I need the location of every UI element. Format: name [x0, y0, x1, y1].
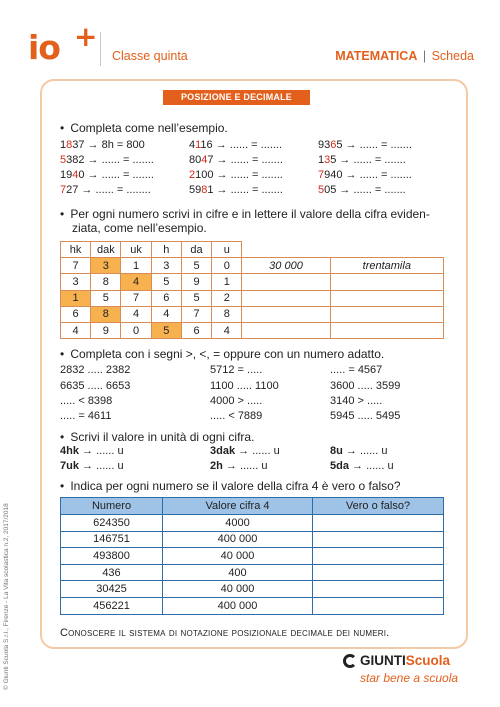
table-row — [61, 564, 444, 581]
item-prefix: 59 — [189, 184, 202, 196]
io-plus-logo — [28, 22, 98, 68]
subject-heading — [335, 49, 474, 63]
exercise-1-instruction — [60, 121, 228, 135]
item-suffix: 1 → ...... = ....... — [207, 184, 283, 196]
number-cell: 30425 — [61, 581, 163, 598]
exercise-3-text: Completa con i segni >, <, = oppure con un numero adatto. — [70, 347, 385, 361]
value-in-words-cell[interactable] — [330, 274, 443, 290]
exercise-1-item — [189, 169, 283, 181]
highlighted-digit: 1 — [195, 139, 201, 151]
exercise-1-item — [189, 139, 282, 151]
comparison-item: 4000 > ..... — [210, 395, 263, 407]
unit-term: 7uk — [60, 460, 79, 472]
place-header: h — [151, 242, 181, 258]
exercise-4-text: Scrivi il valore in unità di ogni cifra. — [70, 430, 255, 444]
column-header-vero-falso: Vero o falso? — [313, 498, 444, 515]
unit-value-item — [330, 445, 387, 457]
digit-value-cell: 4000 — [163, 515, 313, 532]
exercise-1-item — [60, 169, 154, 181]
item-suffix: 0 → ...... = ....... — [78, 169, 154, 181]
table-row — [61, 258, 444, 274]
unit-blank: → ...... u — [78, 460, 124, 472]
table-row — [61, 531, 444, 548]
exercise-2-instruction — [60, 207, 430, 221]
table-row — [61, 322, 444, 338]
digit-cell: 8 — [91, 274, 121, 290]
digit-value-cell: 40 000 — [163, 581, 313, 598]
unit-blank: → ...... u — [78, 445, 124, 457]
item-suffix: 5 → ...... = ....... — [330, 154, 406, 166]
exercise-2-text-line1: Per ogni numero scrivi in cifre e in lettere il valore della cifra eviden- — [70, 207, 430, 221]
highlighted-digit: 7 — [60, 184, 67, 196]
digit-cell: 4 — [212, 322, 242, 338]
unit-term: 8u — [330, 445, 343, 457]
unit-term: 2h — [210, 460, 223, 472]
item-prefix: 4 — [189, 139, 196, 151]
highlighted-digit-cell: 8 — [91, 306, 121, 322]
exercise-1-item — [318, 139, 412, 151]
bullet-icon: • — [60, 347, 65, 361]
exercise-1-item — [60, 154, 154, 166]
unit-value-item — [60, 445, 124, 457]
digit-value-cell: 400 000 — [163, 597, 313, 614]
item-prefix: 1 — [318, 154, 325, 166]
digit-cell: 1 — [212, 274, 242, 290]
exercise-5-instruction — [60, 479, 401, 493]
place-value-table — [60, 241, 444, 339]
place-header: da — [181, 242, 211, 258]
true-false-cell[interactable] — [313, 515, 444, 532]
comparison-item: ..... = 4611 — [60, 410, 112, 422]
place-header: dak — [91, 242, 121, 258]
column-header-numero: Numero — [61, 498, 163, 515]
exercise-1-item — [60, 139, 145, 151]
exercise-5-text: Indica per ogni numero se il valore della cifra 4 è vero o falso? — [70, 479, 401, 493]
header-divider — [100, 32, 101, 66]
digit-cell: 6 — [61, 306, 91, 322]
digit-cell: 4 — [61, 322, 91, 338]
item-prefix: 1 — [60, 139, 67, 151]
digit-cell: 8 — [212, 306, 242, 322]
number-cell: 436 — [61, 564, 163, 581]
item-suffix: 382 → ...... = ....... — [66, 154, 154, 166]
item-suffix: 940 → ...... = ....... — [324, 169, 412, 181]
value-in-words-cell[interactable] — [330, 322, 443, 338]
value-in-figures-cell[interactable] — [242, 274, 330, 290]
comparison-item: 1100 ..... 1100 — [210, 380, 279, 392]
digit-cell: 1 — [121, 258, 151, 274]
number-cell: 456221 — [61, 597, 163, 614]
digit-cell: 9 — [181, 274, 211, 290]
comparison-item: 5712 = ..... — [210, 364, 263, 376]
highlighted-digit: 4 — [72, 169, 79, 181]
section-title: POSIZIONE E DECIMALE — [163, 90, 310, 105]
highlighted-digit: 6 — [330, 139, 337, 151]
bullet-icon: • — [60, 479, 65, 493]
item-suffix: 5 → ...... = ....... — [336, 139, 412, 151]
true-false-cell[interactable] — [313, 581, 444, 598]
digit-cell: 4 — [151, 306, 181, 322]
item-prefix: 93 — [318, 139, 331, 151]
digit-cell: 3 — [61, 274, 91, 290]
blank-header — [330, 242, 443, 258]
value-in-words-cell[interactable] — [330, 290, 443, 306]
logo-plus-icon: + — [74, 20, 98, 53]
comparison-item: 5945 ..... 5495 — [330, 410, 401, 422]
table-row — [61, 290, 444, 306]
unit-term: 5da — [330, 460, 349, 472]
unit-value-item — [210, 460, 267, 472]
digit-cell: 6 — [151, 290, 181, 306]
comparison-item: 3600 ..... 3599 — [330, 380, 401, 392]
digit-value-cell: 400 000 — [163, 531, 313, 548]
unit-term: 3dak — [210, 445, 236, 457]
digit-cell: 5 — [151, 274, 181, 290]
highlighted-digit-cell: 1 — [61, 290, 91, 306]
exercise-1-item — [189, 184, 283, 196]
place-header: u — [212, 242, 242, 258]
true-false-cell[interactable] — [313, 564, 444, 581]
bullet-icon: • — [60, 430, 65, 444]
sheet-label: Scheda — [431, 49, 474, 63]
item-suffix: 27 → ...... = ........ — [66, 184, 151, 196]
highlighted-digit-cell: 4 — [121, 274, 151, 290]
learning-objective: Conoscere il sistema di notazione posizionale decimale dei numeri. — [60, 627, 390, 639]
item-suffix: 7 → ...... = ....... — [207, 154, 283, 166]
digit-cell: 6 — [181, 322, 211, 338]
exercise-1-item — [318, 154, 406, 166]
item-suffix: 16 → ...... = ....... — [200, 139, 283, 151]
exercise-1-text: Completa come nell’esempio. — [70, 121, 228, 135]
exercise-1-item — [318, 184, 406, 196]
table-row — [61, 597, 444, 614]
publisher-name-part1: GIUNTI — [360, 653, 406, 668]
table-row — [61, 581, 444, 598]
true-false-cell[interactable] — [313, 548, 444, 565]
item-suffix: 05 → ...... = ....... — [324, 184, 406, 196]
item-suffix: 100 → ...... = ....... — [195, 169, 283, 181]
digit-cell: 2 — [212, 290, 242, 306]
unit-blank: → ...... u — [348, 460, 394, 472]
exercise-3-instruction — [60, 347, 384, 361]
exercise-2-text-line2: ziata, come nell’esempio. — [72, 221, 207, 235]
value-in-figures-cell: 30 000 — [242, 258, 330, 274]
giunti-scuola-logo — [343, 653, 463, 691]
unit-value-item — [60, 460, 124, 472]
blank-header — [242, 242, 330, 258]
highlighted-digit: 3 — [324, 154, 331, 166]
copyright-note: © Giunti Scuola S.r.l., Firenze - La Vita scolastica n.2, 2017/2018 — [3, 503, 10, 690]
digit-cell: 9 — [91, 322, 121, 338]
highlighted-digit: 8 — [66, 139, 73, 151]
digit-cell: 0 — [121, 322, 151, 338]
bullet-icon: • — [60, 121, 65, 135]
comparison-item: 6635 ..... 6653 — [60, 380, 131, 392]
table-row — [61, 274, 444, 290]
giunti-g-icon — [343, 654, 357, 668]
unit-blank: → ...... u — [235, 445, 280, 457]
digit-value-cell: 400 — [163, 564, 313, 581]
column-header-valore: Valore cifra 4 — [163, 498, 313, 515]
digit-cell: 5 — [181, 290, 211, 306]
highlighted-digit: 5 — [318, 184, 325, 196]
comparison-item: ..... = 4567 — [330, 364, 383, 376]
value-in-figures-cell[interactable] — [242, 306, 330, 322]
true-false-cell[interactable] — [313, 531, 444, 548]
digit-cell: 5 — [181, 258, 211, 274]
digit-cell: 4 — [121, 306, 151, 322]
digit-cell: 5 — [91, 290, 121, 306]
highlighted-digit-cell: 5 — [151, 322, 181, 338]
digit-value-cell: 40 000 — [163, 548, 313, 565]
exercise-1-item — [189, 154, 283, 166]
item-suffix: 37 → 8h = 800 — [72, 139, 145, 151]
subject-name: MATEMATICA — [335, 49, 418, 63]
unit-value-item — [210, 445, 280, 457]
true-false-cell[interactable] — [313, 597, 444, 614]
table-row — [61, 515, 444, 532]
comparison-item: 2832 ..... 2382 — [60, 364, 131, 376]
item-prefix: 19 — [60, 169, 73, 181]
place-header: uk — [121, 242, 151, 258]
highlighted-digit: 2 — [189, 169, 196, 181]
digit-four-table — [60, 497, 444, 615]
publisher-tagline: star bene a scuola — [360, 671, 459, 685]
digit-cell: 7 — [181, 306, 211, 322]
place-value-header-row — [61, 242, 444, 258]
value-in-words-cell[interactable] — [330, 306, 443, 322]
highlighted-digit-cell: 3 — [91, 258, 121, 274]
class-label: Classe quinta — [112, 49, 188, 63]
exercise-1-item — [318, 169, 412, 181]
publisher-name — [360, 653, 450, 668]
highlighted-digit: 8 — [201, 184, 208, 196]
publisher-name-part2: Scuola — [405, 653, 451, 668]
unit-blank: → ...... u — [342, 445, 388, 457]
digit-cell: 7 — [121, 290, 151, 306]
digit-cell: 3 — [151, 258, 181, 274]
place-header: hk — [61, 242, 91, 258]
digit-cell: 7 — [61, 258, 91, 274]
number-cell: 146751 — [61, 531, 163, 548]
exercise-4-instruction — [60, 430, 254, 444]
highlighted-digit: 5 — [60, 154, 67, 166]
subject-separator: | — [422, 49, 427, 63]
highlighted-digit: 4 — [201, 154, 208, 166]
logo-text: io — [28, 28, 60, 67]
value-in-words-cell: trentamila — [330, 258, 443, 274]
unit-term: 4hk — [60, 445, 79, 457]
digit-cell: 0 — [212, 258, 242, 274]
number-cell: 624350 — [61, 515, 163, 532]
highlighted-digit: 7 — [318, 169, 325, 181]
table-row — [61, 306, 444, 322]
comparison-item: ..... < 7889 — [210, 410, 263, 422]
bullet-icon: • — [60, 207, 65, 221]
exercise-1-item — [60, 184, 151, 196]
value-in-figures-cell[interactable] — [242, 290, 330, 306]
item-prefix: 80 — [189, 154, 202, 166]
unit-blank: → ...... u — [222, 460, 268, 472]
comparison-item: ..... < 8398 — [60, 395, 113, 407]
comparison-item: 3140 > ..... — [330, 395, 383, 407]
unit-value-item — [330, 460, 394, 472]
table-row — [61, 548, 444, 565]
number-cell: 493800 — [61, 548, 163, 565]
value-in-figures-cell[interactable] — [242, 322, 330, 338]
